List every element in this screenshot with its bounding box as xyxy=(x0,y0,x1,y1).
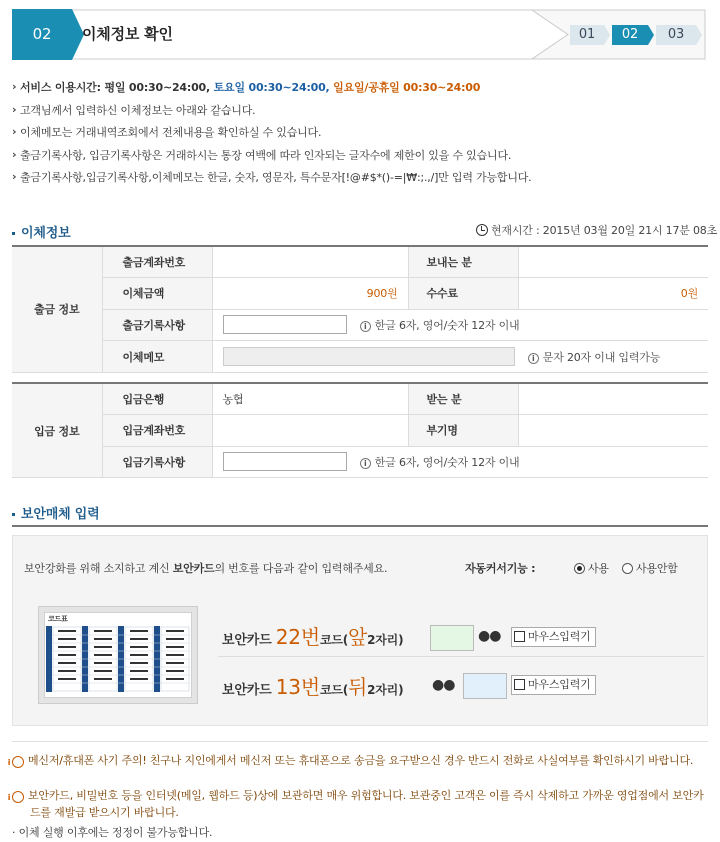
sender-value xyxy=(518,246,708,278)
info-icon: i xyxy=(12,791,24,803)
step-indicator-2: 02 xyxy=(621,27,639,42)
code2-masked-dots: ●● xyxy=(432,677,455,693)
step-indicator-3: 03 xyxy=(667,27,685,42)
memo-cell xyxy=(212,341,708,373)
security-section-title: 보안매체 입력 xyxy=(12,503,99,522)
deposit-info-table xyxy=(12,382,708,478)
out-record-hint: i 한글 6자, 영어/숫자 12자 이내 xyxy=(360,317,520,333)
memo-input[interactable] xyxy=(223,347,515,366)
in-record-hint: i 한글 6자, 영어/숫자 12자 이내 xyxy=(360,454,520,470)
code1-label: 보안카드 22번코드(앞2자리) xyxy=(222,625,404,649)
memo-hint: i 문자 20자 이내 입력가능 xyxy=(528,349,660,365)
receiver-value xyxy=(518,383,708,415)
in-record-cell xyxy=(212,446,708,478)
withdraw-info-label: 출금 정보 xyxy=(12,246,102,372)
step-header xyxy=(12,9,706,60)
notice-item: › 출금기록사항, 입금기록사항은 거래하시는 통장 여백에 따라 인자되는 글자수에 제한이 있을 수 있습니다. xyxy=(12,148,712,171)
out-record-cell xyxy=(212,309,708,341)
alias-label: 부기명 xyxy=(408,415,518,447)
radio-unchecked-icon xyxy=(622,563,633,574)
deposit-info-label: 입금 정보 xyxy=(12,383,102,478)
info-icon: i xyxy=(528,353,539,364)
code1-input[interactable] xyxy=(430,625,474,651)
out-account-value xyxy=(212,246,408,278)
section-divider xyxy=(12,525,708,527)
page-title: 이체정보 확인 xyxy=(82,25,173,43)
in-record-label: 입금기록사항 xyxy=(102,446,212,478)
security-description: 보안강화를 위해 소지하고 계신 보안카드의 번호를 다음과 같이 입력해주세요. xyxy=(24,562,388,575)
fee-value: 0원 xyxy=(518,278,708,310)
auto-cursor-label: 자동커서기능 : xyxy=(465,562,536,575)
warning-security-card: i 보안카드, 비밀번호 등을 인터넷(메일, 웹하드 등)상에 보관하면 매우 위험합니다. 보관중인 고객은 이를 즉시 삭제하고 가까운 영업점에서 보안카드를 재발급 받으시기 바랍니다. xyxy=(7,789,704,819)
sender-label: 보내는 분 xyxy=(408,246,518,278)
code1-mouse-input-toggle[interactable]: 마우스입력기 xyxy=(511,627,596,647)
info-icon: i xyxy=(12,756,24,768)
code2-input[interactable] xyxy=(463,673,507,699)
info-icon: i xyxy=(360,458,371,469)
alias-value xyxy=(518,415,708,447)
security-card-grid xyxy=(46,626,190,692)
out-record-label: 출금기록사항 xyxy=(102,309,212,341)
amount-value: 900원 xyxy=(212,278,408,310)
withdraw-info-table xyxy=(12,245,708,373)
code2-label: 보안카드 13번코드(뒤2자리) xyxy=(222,675,404,699)
auto-cursor-on-radio[interactable]: 사용 xyxy=(574,560,609,576)
security-card-title: 코드표 xyxy=(48,615,68,623)
in-account-value xyxy=(212,415,408,447)
in-bank-label: 입금은행 xyxy=(102,383,212,415)
notice-item: › 고객님께서 입력하신 이체정보는 아래와 같습니다. xyxy=(12,103,712,126)
memo-label: 이체메모 xyxy=(102,341,212,373)
in-account-label: 입금계좌번호 xyxy=(102,415,212,447)
final-note: · 이체 실행 이후에는 정정이 불가능합니다. xyxy=(12,826,213,839)
receiver-label: 받는 분 xyxy=(408,383,518,415)
out-account-label: 출금계좌번호 xyxy=(102,246,212,278)
notice-item: › 이체메모는 거래내역조회에서 전체내용을 확인하실 수 있습니다. xyxy=(12,125,712,148)
in-bank-value: 농협 xyxy=(212,383,408,415)
step-indicator-1: 01 xyxy=(578,27,596,42)
notice-item: › 출금기록사항,입금기록사항,이체메모는 한글, 숫자, 영문자, 특수문자[!@#$*()-=|₩:;.,/]만 입력 가능합니다. xyxy=(12,170,712,193)
code-row-divider xyxy=(218,656,704,657)
in-record-input[interactable] xyxy=(223,452,347,471)
code1-masked-dots: ●● xyxy=(478,628,501,644)
radio-checked-icon xyxy=(574,563,585,574)
amount-label: 이체금액 xyxy=(102,278,212,310)
clock-icon xyxy=(476,224,488,236)
auto-cursor-off-radio[interactable]: 사용안함 xyxy=(622,560,678,576)
checkbox-icon xyxy=(514,631,525,642)
notice-service-hours: › 서비스 이용시간: 평일 00:30~24:00, 토요일 00:30~24:00, 일요일/공휴일 00:30~24:00 xyxy=(12,80,712,103)
info-icon: i xyxy=(360,321,371,332)
divider xyxy=(12,741,708,742)
notice-list xyxy=(12,80,712,193)
step-number: 02 xyxy=(32,25,52,43)
transfer-section-title: 이체정보 xyxy=(12,222,70,241)
checkbox-icon xyxy=(514,679,525,690)
code2-mouse-input-toggle[interactable]: 마우스입력기 xyxy=(511,675,596,695)
out-record-input[interactable] xyxy=(223,315,347,334)
warning-messenger: i 메신저/휴대폰 사기 주의! 친구나 지인에게서 메신저 또는 휴대폰으로 송금을 요구받으신 경우 반드시 전화로 사실여부를 확인하시기 바랍니다. xyxy=(7,754,694,767)
current-time: 현재시간 : 2015년 03월 20일 21시 17분 08초 xyxy=(476,222,717,238)
fee-label: 수수료 xyxy=(408,278,518,310)
